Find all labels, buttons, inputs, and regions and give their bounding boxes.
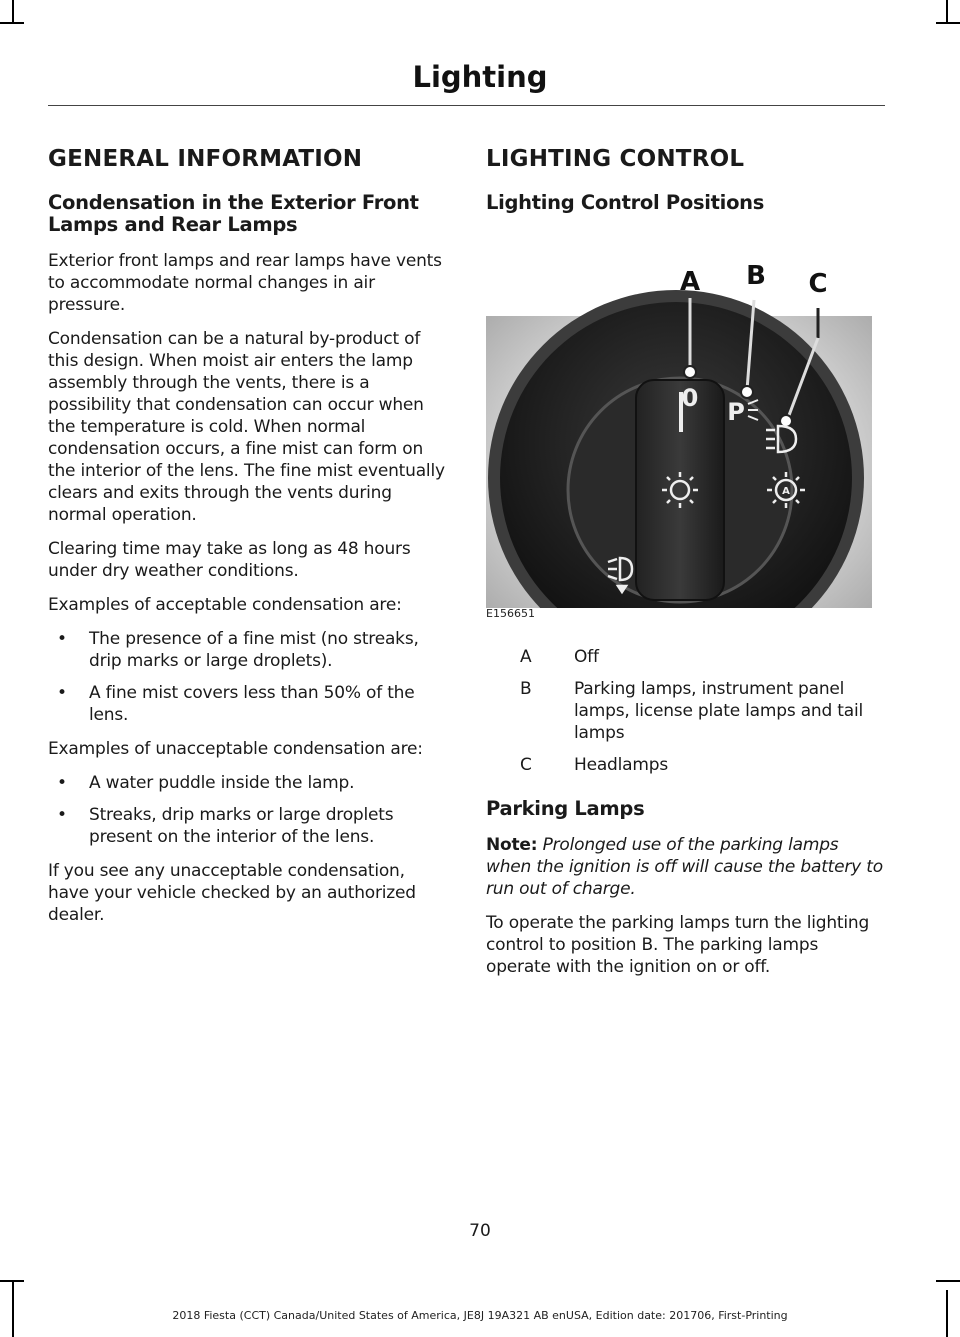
- paragraph-vents: Exterior front lamps and rear lamps have vents to accommodate normal changes in air pressure.: [48, 251, 442, 315]
- legend-row: [486, 754, 886, 776]
- legend-key: C: [520, 755, 532, 775]
- paragraph-condensation-byproduct: Condensation can be a natural by-product of this design. When moist air enters the lamp assembly through the vents, there is a possibility that condensation can occur when the temperature is cold. When normal condensation occurs, a fine mist can form on the interior of the lens. The fine mist eventually clears and exits through the vents during normal operation.: [48, 329, 445, 525]
- legend-key: A: [520, 647, 532, 667]
- note-paragraph: [486, 834, 886, 900]
- lighting-dial-illustration: [486, 228, 886, 608]
- crop-mark-top-right-v: [946, 0, 948, 24]
- position-legend: [486, 646, 886, 776]
- subheading-lighting-control-positions: Lighting Control Positions: [486, 191, 765, 214]
- legend-value: Headlamps: [574, 755, 668, 775]
- page-number: 70: [469, 1221, 491, 1241]
- section-heading-general-information: GENERAL INFORMATION: [48, 146, 363, 172]
- list-item: • A fine mist covers less than 50% of the lens.: [48, 682, 448, 726]
- leader-dot-b: [741, 386, 753, 398]
- parking-lamp-marking: P: [727, 398, 745, 426]
- lighting-control-figure: [486, 228, 886, 618]
- acceptable-list: [48, 628, 448, 726]
- header-rule: [48, 105, 885, 106]
- leader-dot-a: [684, 366, 696, 378]
- note-label: Note:: [486, 835, 538, 855]
- paragraph-clearing-time: Clearing time may take as long as 48 hours under dry weather conditions.: [48, 539, 411, 581]
- section-heading-lighting-control: LIGHTING CONTROL: [486, 146, 745, 172]
- paragraph-dealer: If you see any unacceptable condensation, have your vehicle checked by an authorized dealer.: [48, 861, 416, 925]
- list-item: • Streaks, drip marks or large droplets present on the interior of the lens.: [48, 804, 448, 848]
- crop-mark-top-right-h: [936, 22, 960, 24]
- crop-mark-top-left-h: [0, 22, 24, 24]
- figure-code: E156651: [486, 607, 535, 620]
- legend-value: Parking lamps, instrument panel lamps, license plate lamps and tail lamps: [574, 679, 864, 743]
- right-column: [486, 146, 886, 990]
- list-item: • A water puddle inside the lamp.: [48, 772, 448, 794]
- note-text: Prolonged use of the parking lamps when the ignition is off will cause the battery to run out of charge.: [486, 835, 883, 899]
- legend-key: B: [520, 679, 532, 699]
- callout-label-a: A: [679, 267, 701, 297]
- callout-label-c: C: [808, 269, 828, 299]
- paragraph-acceptable-intro: Examples of acceptable condensation are:: [48, 595, 402, 615]
- paragraph-unacceptable-intro: Examples of unacceptable condensation are:: [48, 739, 423, 759]
- position-off-marking: 0: [681, 384, 699, 412]
- crop-mark-bottom-right-h: [936, 1280, 960, 1282]
- paragraph-parking-operation: To operate the parking lamps turn the lighting control to position B. The parking lamps operate with the ignition on or off.: [486, 913, 870, 977]
- callout-label-b: B: [746, 261, 766, 291]
- legend-value: Off: [574, 647, 599, 667]
- subheading-parking-lamps: Parking Lamps: [486, 797, 645, 820]
- legend-row: [486, 646, 886, 668]
- page-footer: 2018 Fiesta (CCT) Canada/United States of America, JE8J 19A321 AB enUSA, Edition date: 201706, First-Printing: [172, 1309, 788, 1322]
- crop-mark-top-left-v: [12, 0, 14, 24]
- auto-lamp-marking: A: [782, 486, 790, 497]
- page-header-title: Lighting: [412, 60, 548, 94]
- left-column: [48, 146, 448, 938]
- crop-mark-bottom-left-h: [0, 1280, 24, 1282]
- legend-row: [486, 678, 886, 744]
- unacceptable-list: [48, 772, 448, 848]
- subheading-condensation: Condensation in the Exterior Front Lamps and Rear Lamps: [48, 191, 419, 236]
- list-item: • The presence of a fine mist (no streaks, drip marks or large droplets).: [48, 628, 448, 672]
